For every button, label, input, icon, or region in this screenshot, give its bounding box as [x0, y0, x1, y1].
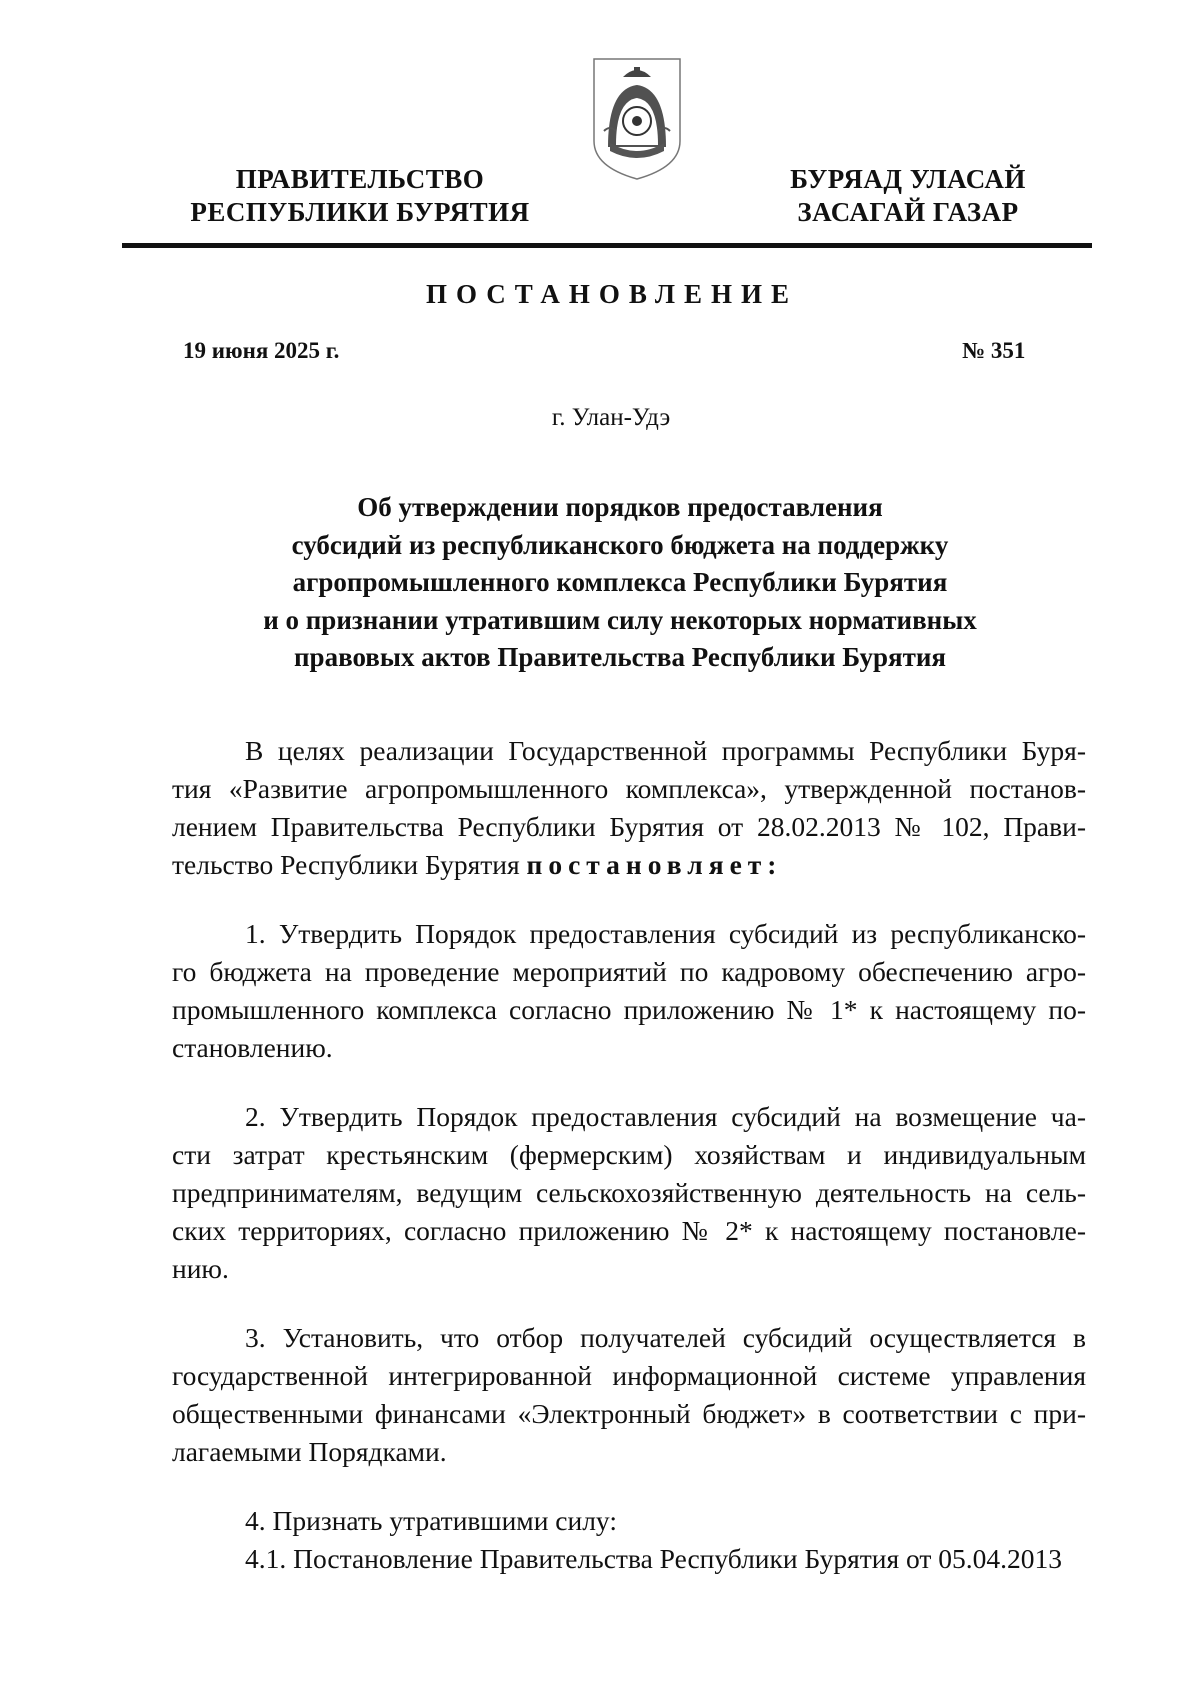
- coat-of-arms-emblem: [588, 55, 686, 183]
- item-1-line: становлению.: [172, 1032, 333, 1063]
- preamble-line: тия «Развитие агропромышленного комплекса», утвержденной постанов-: [172, 773, 1086, 804]
- header-right-line: ЗАСАГАЙ ГАЗАР: [797, 197, 1019, 227]
- item-4-line: 4.1. Постановление Правительства Республики Бурятия от 05.04.2013: [245, 1543, 1063, 1574]
- item-3-line: общественными финансами «Электронный бюджет» в соответствии с при-: [172, 1398, 1086, 1429]
- title-line: агропромышленного комплекса Республики Бурятия: [292, 567, 948, 597]
- document-date: 19 июня 2025 г.: [183, 338, 340, 363]
- item-1-line: 1. Утвердить Порядок предоставления субсидий из республиканско-: [245, 918, 1086, 949]
- item-2-line: нию.: [172, 1253, 229, 1284]
- header-left-line: РЕСПУБЛИКИ БУРЯТИЯ: [190, 197, 530, 227]
- title-line: субсидий из республиканского бюджета на поддержку: [291, 529, 949, 560]
- preamble-last-text: тельство Республики Бурятия: [172, 849, 527, 880]
- header-right: [748, 163, 1068, 229]
- preamble-line: В целях реализации Государственной программы Республики Буря-: [245, 735, 1086, 766]
- header-divider: [122, 243, 1092, 248]
- title-line: правовых актов Правительства Республики Бурятия: [294, 642, 946, 672]
- item-1-line: го бюджета на проведение мероприятий по кадровому обеспечению агро-: [172, 956, 1086, 987]
- document-city: г. Улан-Удэ: [551, 404, 671, 431]
- header-left: [170, 163, 550, 229]
- title-line: и о признании утратившим силу некоторых нормативных: [263, 604, 977, 635]
- item-1-line: промышленного комплекса согласно приложению № 1* к настоящему по-: [172, 994, 1086, 1025]
- header-left-line: ПРАВИТЕЛЬСТВО: [235, 164, 485, 194]
- title-line: Об утверждении порядков предоставления: [357, 492, 883, 522]
- document-title: [150, 489, 1090, 677]
- item-4-line: 4. Признать утратившими силу:: [245, 1505, 617, 1536]
- preamble-line: лением Правительства Республики Бурятия от 28.02.2013 № 102, Прави-: [172, 811, 1086, 842]
- item-3-line: государственной интегрированной информационной системе управления: [172, 1360, 1086, 1391]
- decree-word: постановляет:: [526, 849, 783, 880]
- document-type: ПОСТАНОВЛЕНИЕ: [425, 279, 799, 309]
- document-number: № 351: [962, 338, 1026, 363]
- item-3-line: лагаемыми Порядками.: [172, 1436, 447, 1467]
- item-2-line: ских территориях, согласно приложению № 2* к настоящему постановле-: [172, 1215, 1086, 1246]
- item-2-line: сти затрат крестьянским (фермерским) хозяйствам и индивидуальным: [172, 1139, 1086, 1170]
- item-2-line: предпринимателям, ведущим сельскохозяйственную деятельность на сель-: [172, 1177, 1086, 1208]
- preamble-line: [172, 846, 1086, 884]
- item-2-line: 2. Утвердить Порядок предоставления субсидий на возмещение ча-: [245, 1101, 1086, 1132]
- header-right-line: БУРЯАД УЛАСАЙ: [790, 164, 1026, 194]
- item-3-line: 3. Установить, что отбор получателей субсидий осуществляется в: [245, 1322, 1086, 1353]
